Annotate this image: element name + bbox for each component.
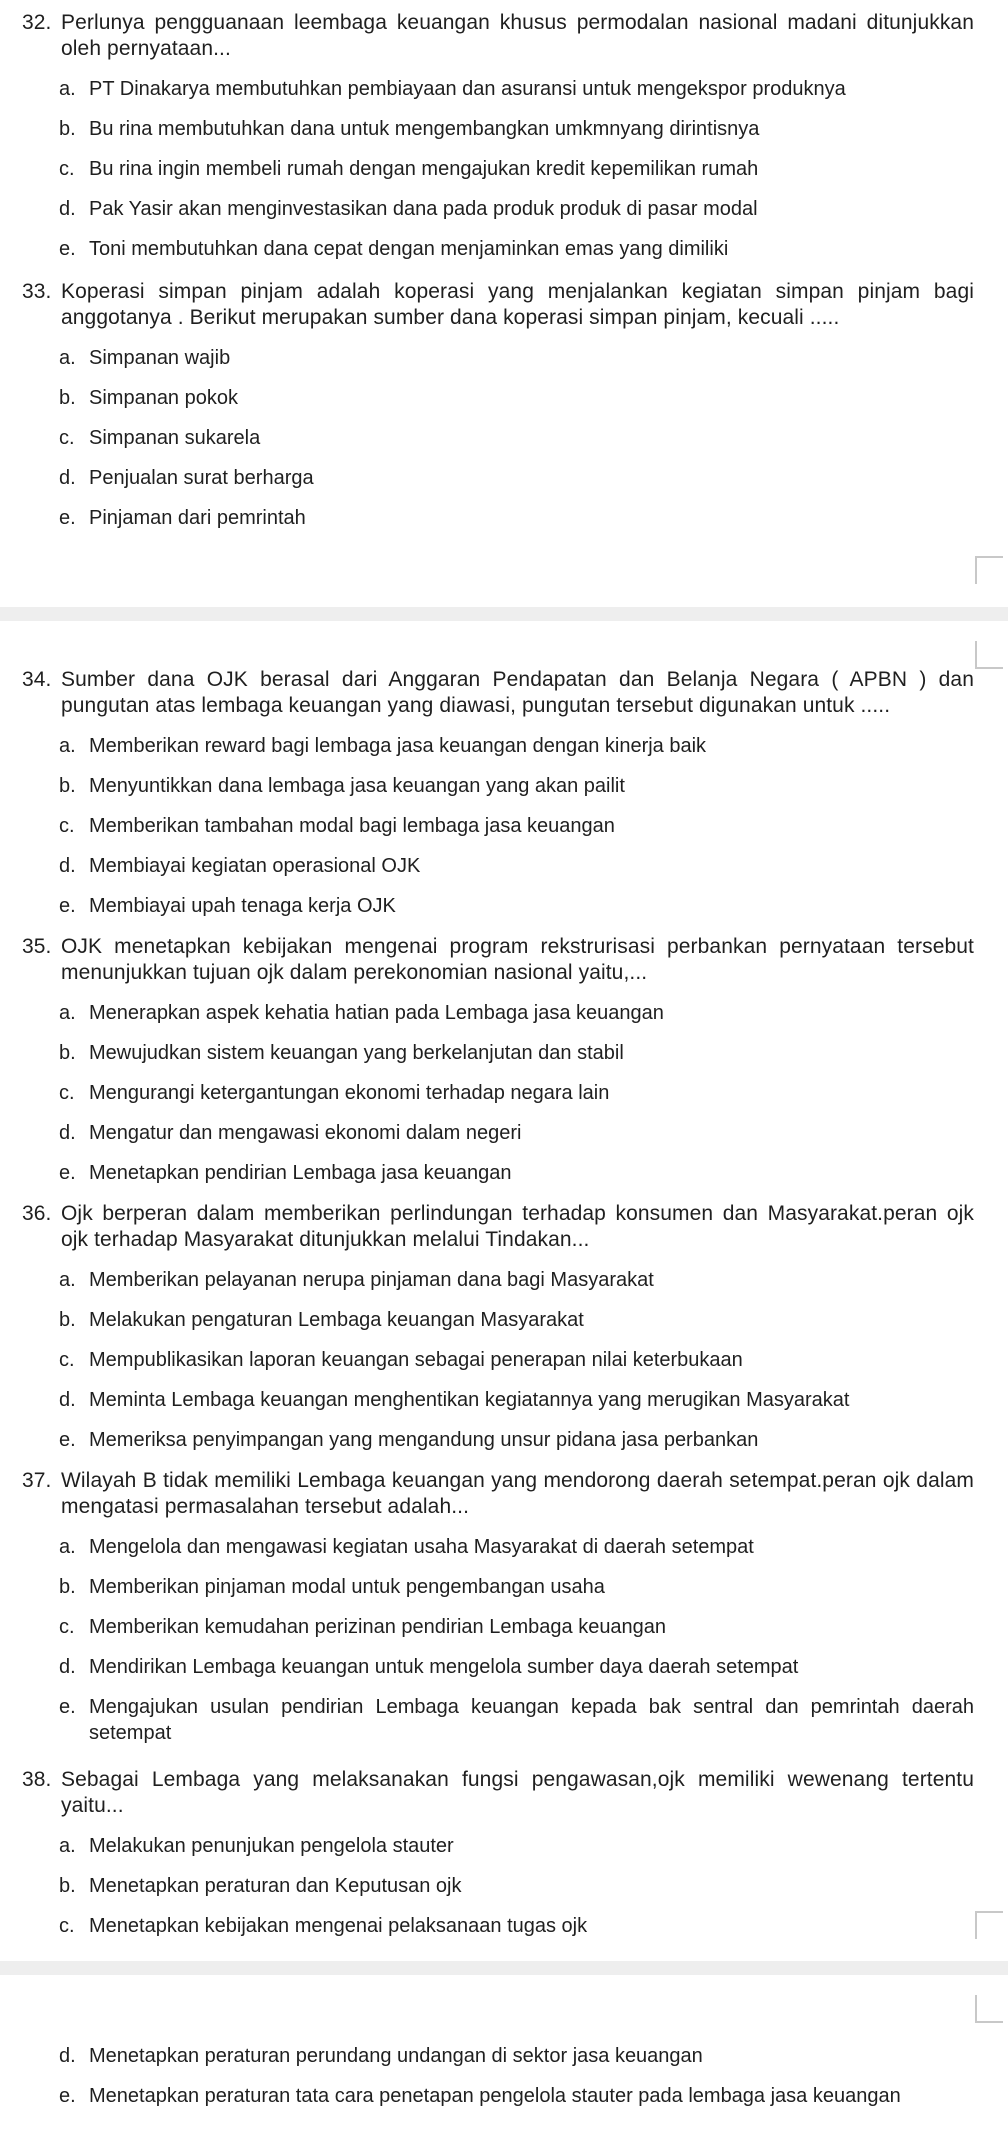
- question-number: 32.: [22, 11, 52, 34]
- option-text: Memberikan tambahan modal bagi lembaga jasa keuangan: [89, 815, 615, 837]
- option-text: Menetapkan peraturan tata cara penetapan pengelola stauter pada lembaga jasa keuangan: [89, 2085, 901, 2107]
- option-letter: c.: [59, 1616, 75, 1638]
- answer-option: [22, 116, 974, 142]
- option-text: Memberikan reward bagi lembaga jasa keuangan dengan kinerja baik: [89, 735, 707, 757]
- option-letter: c.: [59, 1082, 75, 1104]
- question-number: 34.: [22, 668, 52, 691]
- answer-option: [22, 385, 974, 411]
- answer-options: [22, 1000, 974, 1186]
- option-letter: d.: [59, 198, 76, 220]
- document-page-3: [0, 1975, 1008, 2144]
- option-text: Melakukan pengaturan Lembaga keuangan Masyarakat: [89, 1309, 584, 1331]
- option-text: Pak Yasir akan menginvestasikan dana pada produk produk di pasar modal: [89, 198, 758, 220]
- option-letter: d.: [59, 1122, 76, 1144]
- answer-option: [22, 196, 974, 222]
- answer-option: [22, 1833, 974, 1859]
- option-letter: e.: [59, 2085, 76, 2107]
- answer-option: [22, 76, 974, 102]
- crop-mark: [975, 1911, 1003, 1939]
- option-letter: c.: [59, 1915, 75, 1937]
- answer-option: [22, 1160, 974, 1186]
- option-letter: e.: [59, 895, 76, 917]
- question-35: [22, 934, 974, 1186]
- answer-options: [22, 2043, 974, 2109]
- option-letter: e.: [59, 507, 76, 529]
- option-letter: b.: [59, 775, 76, 797]
- answer-option: [22, 425, 974, 451]
- answer-options: [22, 1267, 974, 1453]
- page-separator: [0, 1961, 1008, 1975]
- question-text: Sumber dana OJK berasal dari Anggaran Pendapatan dan Belanja Negara ( APBN ) dan pungutan atas lembaga keuangan yang diawasi, pungutan tersebut digunakan untuk .....: [61, 668, 974, 717]
- question-number: 35.: [22, 935, 52, 958]
- option-text: Toni membutuhkan dana cepat dengan menjaminkan emas yang dimiliki: [89, 238, 729, 260]
- question-stem: [22, 10, 974, 62]
- option-letter: b.: [59, 387, 76, 409]
- option-letter: d.: [59, 467, 76, 489]
- option-letter: b.: [59, 1875, 76, 1897]
- question-stem: [22, 279, 974, 331]
- question-stem: [22, 934, 974, 986]
- option-text: Membiayai upah tenaga kerja OJK: [89, 895, 396, 917]
- option-letter: d.: [59, 855, 76, 877]
- answer-options: [22, 733, 974, 919]
- question-text: Sebagai Lembaga yang melaksanakan fungsi pengawasan,ojk memiliki wewenang tertentu yaitu...: [61, 1768, 974, 1817]
- answer-option: [22, 1387, 974, 1413]
- answer-option: [22, 733, 974, 759]
- option-text: Simpanan wajib: [89, 347, 231, 369]
- answer-option: [22, 1614, 974, 1640]
- question-stem: [22, 1201, 974, 1253]
- question-32: [22, 10, 974, 262]
- option-text: Bu rina membutuhkan dana untuk mengembangkan umkmnyang dirintisnya: [89, 118, 760, 140]
- answer-option: [22, 1040, 974, 1066]
- answer-option: [22, 1347, 974, 1373]
- answer-option: [22, 505, 974, 531]
- answer-option: [22, 1000, 974, 1026]
- option-text: PT Dinakarya membutuhkan pembiayaan dan asuransi untuk mengekspor produknya: [89, 78, 846, 100]
- question-38-continued: [22, 2043, 974, 2109]
- question-stem: [22, 1468, 974, 1520]
- option-letter: b.: [59, 1576, 76, 1598]
- answer-option: [22, 156, 974, 182]
- question-33: [22, 279, 974, 531]
- option-text: Menetapkan peraturan dan Keputusan ojk: [89, 1875, 462, 1897]
- question-36: [22, 1201, 974, 1453]
- question-stem: [22, 667, 974, 719]
- answer-option: [22, 853, 974, 879]
- answer-option: [22, 1120, 974, 1146]
- answer-option: [22, 345, 974, 371]
- option-letter: c.: [59, 815, 75, 837]
- question-text: Perlunya pengguanaan leembaga keuangan khusus permodalan nasional madani ditunjukkan oleh pernyataan...: [61, 11, 974, 60]
- question-text: OJK menetapkan kebijakan mengenai program rekstrurisasi perbankan pernyataan tersebut menunjukkan tujuan ojk dalam perekonomian nasional yaitu,...: [61, 935, 974, 984]
- question-text: Koperasi simpan pinjam adalah koperasi yang menjalankan kegiatan simpan pinjam bagi anggotanya . Berikut merupakan sumber dana koperasi simpan pinjam, kecuali .....: [61, 280, 974, 329]
- option-text: Mengelola dan mengawasi kegiatan usaha Masyarakat di daerah setempat: [89, 1536, 754, 1558]
- option-text: Melakukan penunjukan pengelola stauter: [89, 1835, 454, 1857]
- option-text: Memberikan pelayanan nerupa pinjaman dana bagi Masyarakat: [89, 1269, 654, 1291]
- answer-option: [22, 893, 974, 919]
- answer-options: [22, 1833, 974, 1939]
- option-text: Pinjaman dari pemrintah: [89, 507, 306, 529]
- option-letter: d.: [59, 1656, 76, 1678]
- option-letter: c.: [59, 427, 75, 449]
- option-letter: e.: [59, 1696, 76, 1718]
- answer-options: [22, 345, 974, 531]
- question-text: Wilayah B tidak memiliki Lembaga keuangan yang mendorong daerah setempat.peran ojk dalam mengatasi permasalahan tersebut adalah...: [61, 1469, 974, 1518]
- option-letter: b.: [59, 118, 76, 140]
- question-stem: [22, 1767, 974, 1819]
- option-text: Meminta Lembaga keuangan menghentikan kegiatannya yang merugikan Masyarakat: [89, 1389, 850, 1411]
- answer-option: [22, 465, 974, 491]
- answer-options: [22, 1534, 974, 1746]
- answer-option: [22, 1873, 974, 1899]
- option-letter: e.: [59, 238, 76, 260]
- answer-option: [22, 1307, 974, 1333]
- answer-option: [22, 813, 974, 839]
- option-text: Menyuntikkan dana lembaga jasa keuangan yang akan pailit: [89, 775, 625, 797]
- option-letter: a.: [59, 78, 76, 100]
- question-number: 33.: [22, 280, 52, 303]
- document-page-2: [0, 621, 1008, 1961]
- option-letter: a.: [59, 1002, 76, 1024]
- option-text: Menetapkan kebijakan mengenai pelaksanaan tugas ojk: [89, 1915, 588, 1937]
- option-text: Simpanan pokok: [89, 387, 238, 409]
- option-text: Memeriksa penyimpangan yang mengandung unsur pidana jasa perbankan: [89, 1429, 759, 1451]
- option-letter: e.: [59, 1429, 76, 1451]
- question-number: 38.: [22, 1768, 52, 1791]
- option-text: Penjualan surat berharga: [89, 467, 314, 489]
- question-number: 37.: [22, 1469, 52, 1492]
- question-number: 36.: [22, 1202, 52, 1225]
- answer-option: [22, 1267, 974, 1293]
- option-letter: d.: [59, 2045, 76, 2067]
- answer-option: [22, 1574, 974, 1600]
- option-letter: e.: [59, 1162, 76, 1184]
- crop-mark: [975, 641, 1003, 669]
- answer-option: [22, 2043, 974, 2069]
- option-letter: b.: [59, 1042, 76, 1064]
- question-38: [22, 1767, 974, 1939]
- page-separator: [0, 607, 1008, 621]
- option-text: Membiayai kegiatan operasional OJK: [89, 855, 421, 877]
- question-37: [22, 1468, 974, 1746]
- crop-mark: [975, 1995, 1003, 2023]
- option-text: Mewujudkan sistem keuangan yang berkelanjutan dan stabil: [89, 1042, 624, 1064]
- crop-mark: [975, 556, 1003, 584]
- answer-options: [22, 76, 974, 262]
- option-text: Bu rina ingin membeli rumah dengan mengajukan kredit kepemilikan rumah: [89, 158, 759, 180]
- option-text: Mendirikan Lembaga keuangan untuk mengelola sumber daya daerah setempat: [89, 1656, 799, 1678]
- option-letter: a.: [59, 735, 76, 757]
- option-text: Menetapkan peraturan perundang undangan di sektor jasa keuangan: [89, 2045, 703, 2067]
- answer-option: [22, 773, 974, 799]
- option-letter: a.: [59, 1536, 76, 1558]
- option-text: Mengurangi ketergantungan ekonomi terhadap negara lain: [89, 1082, 610, 1104]
- option-text: Mengatur dan mengawasi ekonomi dalam negeri: [89, 1122, 522, 1144]
- answer-option: [22, 1427, 974, 1453]
- option-letter: a.: [59, 347, 76, 369]
- option-text: Mempublikasikan laporan keuangan sebagai penerapan nilai keterbukaan: [89, 1349, 743, 1371]
- option-letter: d.: [59, 1389, 76, 1411]
- option-letter: a.: [59, 1269, 76, 1291]
- document-page-1: [0, 0, 1008, 607]
- option-text: Mengajukan usulan pendirian Lembaga keuangan kepada bak sentral dan pemrintah daerah setempat: [89, 1696, 974, 1744]
- option-letter: c.: [59, 158, 75, 180]
- option-text: Menerapkan aspek kehatia hatian pada Lembaga jasa keuangan: [89, 1002, 664, 1024]
- option-letter: a.: [59, 1835, 76, 1857]
- option-text: Memberikan kemudahan perizinan pendirian Lembaga keuangan: [89, 1616, 667, 1638]
- answer-option: [22, 1654, 974, 1680]
- option-letter: b.: [59, 1309, 76, 1331]
- option-letter: c.: [59, 1349, 75, 1371]
- question-34: [22, 667, 974, 919]
- answer-option: [22, 1534, 974, 1560]
- answer-option: [22, 1913, 974, 1939]
- option-text: Simpanan sukarela: [89, 427, 261, 449]
- answer-option: [22, 1080, 974, 1106]
- option-text: Memberikan pinjaman modal untuk pengembangan usaha: [89, 1576, 605, 1598]
- answer-option: [22, 1694, 974, 1746]
- answer-option: [22, 236, 974, 262]
- option-text: Menetapkan pendirian Lembaga jasa keuangan: [89, 1162, 512, 1184]
- answer-option: [22, 2083, 974, 2109]
- question-text: Ojk berperan dalam memberikan perlindungan terhadap konsumen dan Masyarakat.peran ojk ojk terhadap Masyarakat ditunjukkan melalui Tindakan...: [61, 1202, 974, 1251]
